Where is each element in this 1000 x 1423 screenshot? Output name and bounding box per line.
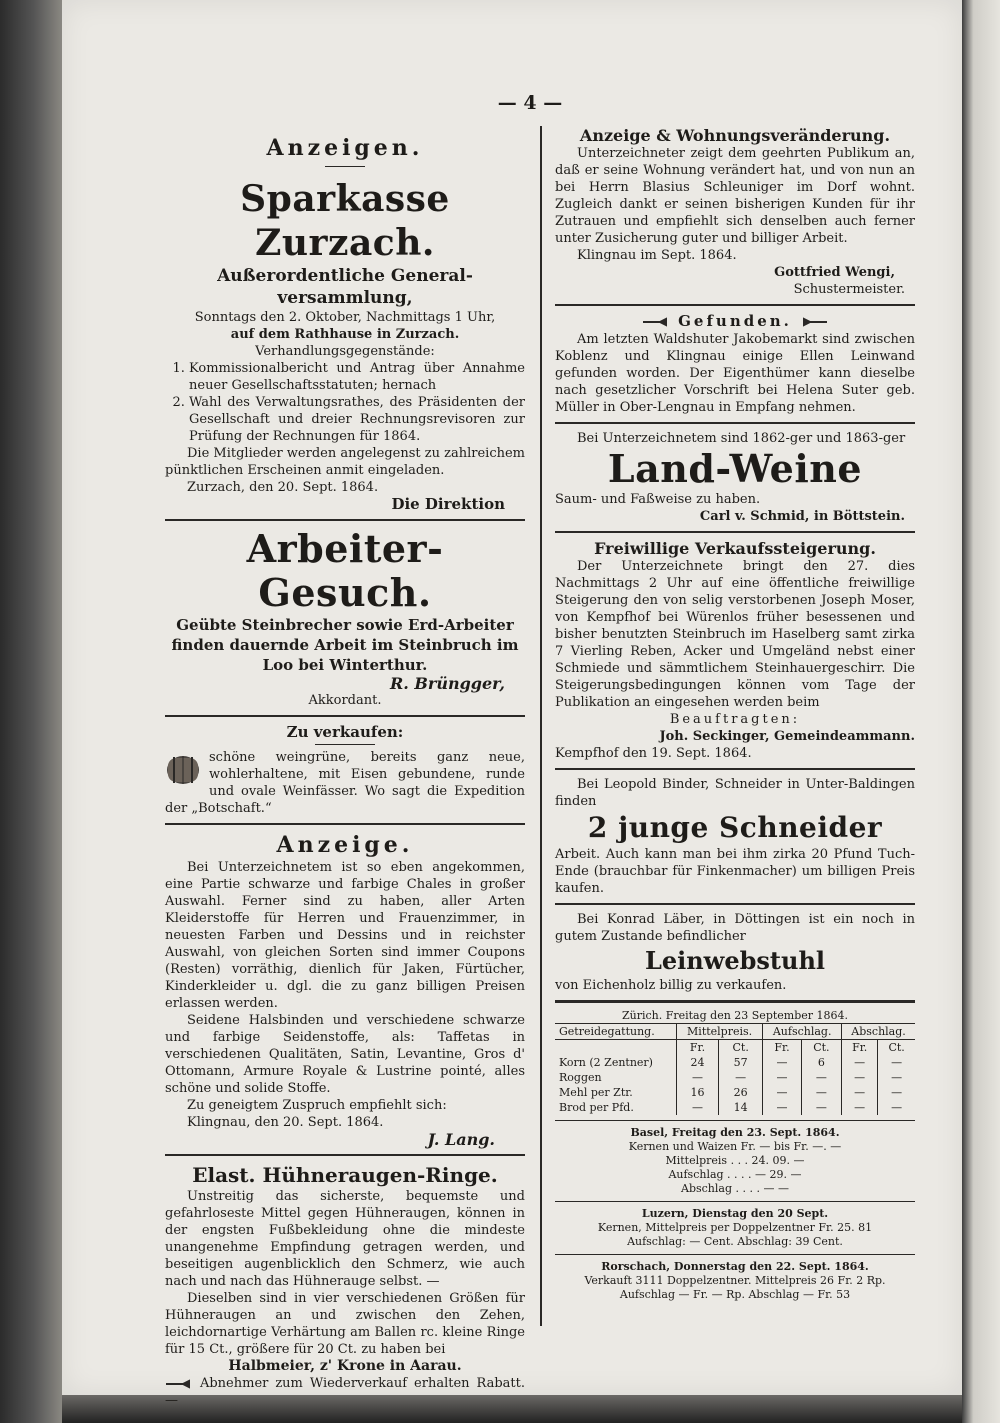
ringe-text2: Dieselben sind in vier verschiedenen Größen für Hühneraugen an und zwischen den Zehen, leichdornartige Verhärtung am Ballen rc. kleine Ringe für 15 Ct., größere für 20 Ct. zu haben bei — [165, 1291, 525, 1357]
zuerich-price-table — [555, 1023, 915, 1115]
zuerich-heading: Zürich. Freitag den 23 September 1864. — [621, 1009, 849, 1022]
pointing-hand-icon — [800, 317, 828, 327]
table-cell: Brod per Pfd. — [559, 1101, 634, 1114]
basel-line: Aufschlag . . . . — 29. — — [668, 1168, 802, 1181]
unit-header: Ct. — [878, 1040, 915, 1056]
sparkasse-sign: Die Direktion — [391, 495, 505, 513]
table-cell: — — [719, 1070, 763, 1085]
rorschach-heading: Rorschach, Donnerstag den 22. Sept. 1864. — [601, 1260, 869, 1273]
table-cell: — — [878, 1070, 915, 1085]
luzern-line: Aufschlag: — Cent. Abschlag: 39 Cent. — [627, 1235, 843, 1248]
anzeige-date: Klingnau, den 20. Sept. 1864. — [187, 1115, 384, 1130]
weine-text: Saum- und Faßweise zu haben. — [555, 492, 761, 507]
market-basel — [555, 1126, 915, 1196]
verkaufen-ad — [165, 723, 525, 817]
market-rorschach — [555, 1260, 915, 1302]
wohnung-text: Unterzeichneter zeigt dem geehrten Publikum an, daß er seine Wohnung verändert hat, und von nun an bei Herrn Blasius Schleuniger im Dorf wohnt. Zugleich dankt er seinen bisherigen Kunden für ihr Zutrauen und empfiehlt sich denselben auch ferner unter Zusicherung guter und billiger Arbeit. — [555, 146, 915, 246]
table-cell: — — [842, 1085, 878, 1100]
sparkasse-sub2: versammlung, — [277, 288, 413, 308]
table-header: Aufschlag. — [763, 1024, 842, 1040]
webstuhl-text: von Eichenholz billig zu verkaufen. — [555, 978, 787, 993]
table-cell: Korn (2 Zentner) — [559, 1056, 653, 1069]
table-cell: — — [801, 1070, 841, 1085]
steigerung-role: Beauftragten: — [669, 712, 801, 727]
rule — [165, 1154, 525, 1156]
table-cell: — — [763, 1070, 801, 1085]
table-header: Abschlag. — [842, 1024, 915, 1040]
rule — [555, 1254, 915, 1255]
table-row — [555, 1070, 915, 1085]
basel-line: Kernen und Waizen Fr. — bis Fr. —. — — [628, 1140, 842, 1153]
table-cell: — — [801, 1100, 841, 1115]
gefunden-heading — [555, 312, 915, 331]
market-luzern — [555, 1207, 915, 1249]
unit-header: Fr. — [676, 1040, 718, 1056]
rule — [555, 1201, 915, 1202]
arbeiter-text: Geübte Steinbrecher sowie Erd-Arbeiter finden dauernde Arbeit im Steinbruch im Loo bei Winterthur. — [171, 616, 519, 674]
short-rule — [315, 744, 375, 745]
table-cell: Mehl per Ztr. — [559, 1086, 633, 1099]
table-cell: — — [878, 1085, 915, 1100]
wohnung-ad — [555, 126, 915, 298]
gefunden-text: Am letzten Waldshuter Jakobemarkt sind zwischen Koblenz und Klingnau einige Ellen Leinwand gefunden worden. Der Eigenthümer kann dieselbe nach gesetzlicher Vorschrift bei Helena Suter geb. Müller in Ober-Lengnau in Empfang nehmen. — [555, 332, 915, 415]
rule — [555, 903, 915, 905]
webstuhl-intro: Bei Konrad Läber, in Döttingen ist ein noch in gutem Zustande befindlicher — [555, 912, 915, 944]
weine-ad — [555, 430, 915, 525]
sparkasse-sub1: Außerordentliche General- — [217, 266, 473, 286]
arbeiter-title: Arbeiter-Gesuch. — [246, 526, 444, 615]
left-column — [165, 126, 525, 1409]
table-cell: — — [878, 1055, 915, 1070]
table-header-blank — [555, 1040, 676, 1056]
anzeige-text1: Bei Unterzeichnetem ist so eben angekommen, eine Partie schwarze und farbige Chales in großer Auswahl. Ferner sind zu haben, aller Arten Kleiderstoffe für Herren und Frauenzimmer, in neuesten Farben und Dessins und in reichster Auswahl, von gleichen Sorten sind immer Coupons (Resten) vorräthig, dienlich für Jaken, Fürtücher, Kinderkleider u. dgl. die zu ganz billigen Preisen erlassen werden. — [165, 860, 525, 1011]
agenda-item: 1. Kommissionalbericht und Antrag über Annahme neuer Gesellschaftsstatuten; hernach — [189, 360, 525, 394]
gefunden-title: Gefunden. — [678, 312, 792, 330]
table-cell: — — [878, 1100, 915, 1115]
table-cell: 57 — [719, 1055, 763, 1070]
luzern-line: Kernen, Mittelpreis per Doppelzentner Fr. 25. 81 — [597, 1221, 873, 1234]
sparkasse-line2: auf dem Rathhause in Zurzach. — [230, 327, 460, 342]
ringe-text1: Unstreitig das sicherste, bequemste und gefahrloseste Mittel gegen Hühneraugen, können in der engsten Fußbekleidung ohne die mindeste unangenehme Empfindung getragen werden, und beseitigen augenblicklich den Schmerz, wie auch nach und nach das Hühnerauge selbst. — — [165, 1189, 525, 1289]
table-cell: — — [763, 1100, 801, 1115]
anzeige-title: Anzeige. — [276, 832, 414, 858]
verkaufen-title: Zu verkaufen: — [286, 723, 404, 741]
steigerung-title: Freiwillige Verkaufssteigerung. — [594, 539, 876, 558]
ringe-text3: Abnehmer zum Wiederverkauf erhalten Rabatt. — — [165, 1376, 525, 1408]
anzeige-sign: J. Lang. — [427, 1130, 495, 1149]
luzern-heading: Luzern, Dienstag den 20 Sept. — [641, 1207, 829, 1220]
sparkasse-ad — [165, 177, 525, 513]
column-divider — [540, 126, 542, 1326]
ringe-sign: Halbmeier, z' Krone in Aarau. — [228, 1358, 462, 1374]
market-zuerich — [555, 1009, 915, 1115]
table-cell: 6 — [801, 1055, 841, 1070]
sparkasse-note: Die Mitglieder werden angelegenst zu zahlreichem pünktlichen Erscheinen anmit eingeladen. — [165, 446, 525, 478]
table-cell: 16 — [676, 1085, 718, 1100]
steigerung-ad — [555, 539, 915, 762]
table-row — [555, 1055, 915, 1070]
arbeiter-ad — [165, 527, 525, 709]
table-cell: 26 — [719, 1085, 763, 1100]
rule — [555, 304, 915, 306]
rule — [165, 715, 525, 717]
table-cell: Roggen — [559, 1071, 602, 1084]
rule — [555, 768, 915, 770]
rorschach-line: Verkauft 3111 Doppelzentner. Mittelpreis 26 Fr. 2 Rp. — [584, 1274, 886, 1287]
anzeige-text2: Seidene Halsbinden und verschiedene schwarze und farbige Seidenstoffe, als: Taffetas in verschiedenen Qualitäten, Satin, Levantine, Gros d' Ottomann, Armure Royale & Lustrine pointé, alles schöne und solide Stoffe. — [165, 1013, 525, 1096]
page-number: — 4 — — [497, 92, 563, 114]
wohnung-role: Schustermeister. — [793, 282, 905, 297]
unit-header: Fr. — [842, 1040, 878, 1056]
agenda-item: 2. Wahl des Verwaltungsrathes, des Präsidenten der Gesellschaft und dreier Rechnungsrevisoren zur Prüfung der Rechnungen für 1864. — [189, 394, 525, 445]
pointing-hand-icon — [165, 1379, 193, 1389]
gefunden-ad — [555, 312, 915, 416]
rule — [165, 519, 525, 521]
table-cell: 14 — [719, 1100, 763, 1115]
schneider-ad — [555, 776, 915, 897]
rule — [555, 531, 915, 533]
sparkasse-agenda-title: Verhandlungsgegenstände: — [255, 344, 435, 359]
steigerung-date: Kempfhof den 19. Sept. 1864. — [555, 746, 752, 761]
sparkasse-title: Sparkasse Zurzach. — [240, 178, 450, 264]
webstuhl-title: Leinwebstuhl — [644, 946, 826, 975]
arbeiter-sign: R. Brüngger, — [389, 674, 505, 693]
rule — [555, 1000, 915, 1003]
basel-line: Abschlag . . . . — — — [681, 1182, 789, 1195]
barrel-icon — [165, 753, 201, 787]
schneider-intro: Bei Leopold Binder, Schneider in Unter-Baldingen finden — [555, 777, 915, 809]
weine-sign: Carl v. Schmid, in Böttstein. — [699, 509, 905, 524]
table-header: Getreidegattung. — [555, 1024, 676, 1040]
table-cell: — — [842, 1100, 878, 1115]
right-column — [555, 126, 915, 1302]
sparkasse-date: Zurzach, den 20. Sept. 1864. — [187, 480, 379, 495]
anzeigen-heading: Anzeigen. — [266, 135, 424, 161]
ringe-note — [165, 1375, 525, 1409]
table-cell: 24 — [676, 1055, 718, 1070]
table-cell: — — [842, 1070, 878, 1085]
rule — [555, 422, 915, 424]
steigerung-sign: Joh. Seckinger, Gemeindeammann. — [659, 729, 915, 744]
table-cell: — — [763, 1055, 801, 1070]
schneider-title: 2 junge Schneider — [587, 811, 883, 844]
pointing-hand-icon — [642, 317, 670, 327]
scan-left-shadow — [0, 0, 62, 1423]
schneider-text: Arbeit. Auch kann man bei ihm zirka 20 Pfund Tuch-Ende (brauchbar für Finkenmacher) um billigen Preis kaufen. — [555, 847, 915, 896]
wohnung-date: Klingnau im Sept. 1864. — [577, 248, 737, 263]
rule — [165, 823, 525, 825]
table-row — [555, 1085, 915, 1100]
rorschach-line: Aufschlag — Fr. — Rp. Abschlag — Fr. 53 — [619, 1288, 851, 1301]
table-cell: — — [676, 1070, 718, 1085]
sparkasse-line1: Sonntags den 2. Oktober, Nachmittags 1 Uhr, — [194, 310, 496, 325]
wohnung-title: Anzeige & Wohnungsveränderung. — [579, 126, 891, 145]
table-cell: — — [842, 1055, 878, 1070]
steigerung-text: Der Unterzeichnete bringt den 27. dies Nachmittags 2 Uhr auf eine öffentliche freiwillige Steigerung den von selig verstorbenen Joseph Moser, von Kempfhof bei Würenlos früher besessenen und bisher benutzten Steinbruch im Haselberg samt zirka 7 Vierling Reben, Acker und Umgeländ nebst einer Schmiede und sämmtlichem Steinhauergeschirr. Die Steigerungsbedingungen können vom Tage der Publikation an eingesehen werden beim — [555, 559, 915, 710]
table-cell: — — [801, 1085, 841, 1100]
anzeige-ad — [165, 831, 525, 1148]
ringe-title: Elast. Hühneraugen-Ringe. — [192, 1163, 498, 1187]
rule — [555, 1120, 915, 1121]
wohnung-sign: Gottfried Wengi, — [774, 265, 895, 280]
sparkasse-agenda-list — [165, 360, 525, 445]
table-row — [555, 1100, 915, 1115]
table-cell: — — [676, 1100, 718, 1115]
short-rule — [325, 166, 365, 167]
basel-heading: Basel, Freitag den 23. Sept. 1864. — [630, 1126, 840, 1139]
verkaufen-text: schöne weingrüne, bereits ganz neue, wohlerhaltene, mit Eisen gebundene, runde und ovale Weinfässer. Wo sagt die Expedition der „Botschaft.“ — [165, 750, 525, 816]
unit-header: Ct. — [719, 1040, 763, 1056]
adjacent-page-edge — [962, 0, 1000, 1423]
table-cell: — — [763, 1085, 801, 1100]
basel-line: Mittelpreis . . . 24. 09. — — [665, 1154, 805, 1167]
unit-header: Ct. — [801, 1040, 841, 1056]
unit-header: Fr. — [763, 1040, 801, 1056]
table-header: Mittelpreis. — [676, 1024, 762, 1040]
arbeiter-role: Akkordant. — [308, 693, 382, 708]
weine-intro: Bei Unterzeichnetem sind 1862-ger und 1863-ger — [577, 431, 906, 446]
weine-title: Land-Weine — [607, 446, 863, 491]
ringe-ad — [165, 1162, 525, 1409]
webstuhl-ad — [555, 911, 915, 994]
anzeige-text3: Zu geneigtem Zuspruch empfiehlt sich: — [187, 1098, 447, 1113]
